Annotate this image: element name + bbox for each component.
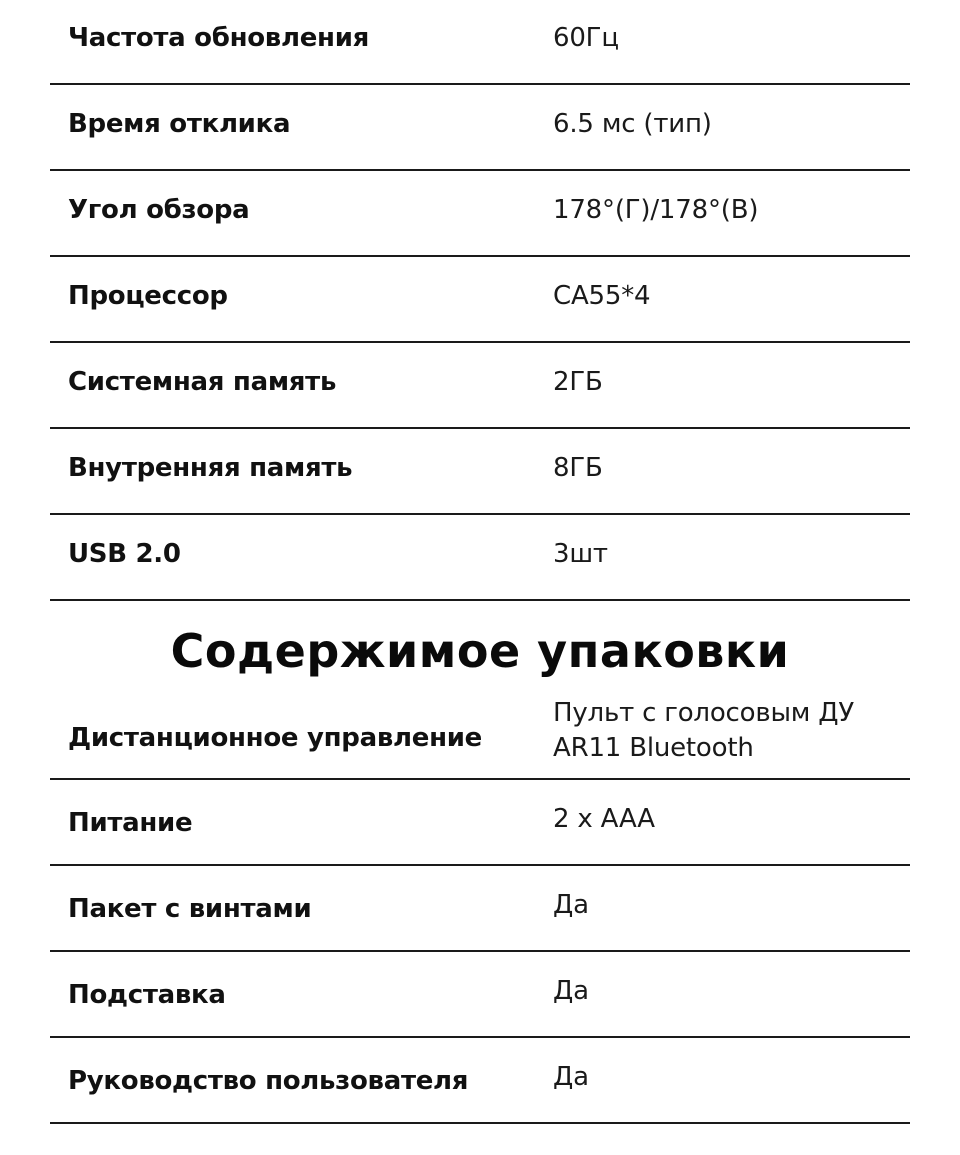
spec-row-processor xyxy=(50,257,910,343)
package-value: Да xyxy=(553,890,589,920)
spec-value: 8ГБ xyxy=(553,453,603,483)
package-row-manual xyxy=(50,1038,910,1124)
spec-label: USB 2.0 xyxy=(68,539,181,569)
package-value: Да xyxy=(553,1062,589,1092)
spec-row-response-time xyxy=(50,85,910,171)
spec-value: 178°(Г)/178°(В) xyxy=(553,195,759,225)
spec-row-system-memory xyxy=(50,343,910,429)
package-label: Подставка xyxy=(68,980,226,1010)
package-row-screws xyxy=(50,866,910,952)
spec-value: 3шт xyxy=(553,539,608,569)
spec-label: Время отклика xyxy=(68,109,291,139)
package-table xyxy=(50,698,910,1124)
package-label: Дистанционное управление xyxy=(68,723,483,753)
spec-label: Системная память xyxy=(68,367,337,397)
spec-value: 2ГБ xyxy=(553,367,603,397)
package-value: Пульт с голосовым ДУ AR11 Bluetooth xyxy=(553,698,855,763)
package-value: 2 x AAA xyxy=(553,804,655,834)
package-label: Питание xyxy=(68,808,193,838)
spec-value: 60Гц xyxy=(553,23,619,53)
package-value: Да xyxy=(553,976,589,1006)
spec-label: Угол обзора xyxy=(68,195,250,225)
spec-label: Частота обновления xyxy=(68,23,370,53)
package-section-title: Содержимое упаковки xyxy=(170,624,790,678)
package-label: Руководство пользователя xyxy=(68,1066,469,1096)
spec-row-viewing-angle xyxy=(50,171,910,257)
package-label: Пакет с винтами xyxy=(68,894,312,924)
spec-row-refresh-rate xyxy=(50,0,910,85)
spec-sheet xyxy=(50,0,910,1124)
specs-table xyxy=(50,0,910,601)
spec-value: CA55*4 xyxy=(553,281,651,311)
spec-row-usb xyxy=(50,515,910,601)
spec-row-internal-storage xyxy=(50,429,910,515)
package-row-remote xyxy=(50,698,910,780)
spec-label: Внутренняя память xyxy=(68,453,353,483)
package-row-power xyxy=(50,780,910,866)
package-row-stand xyxy=(50,952,910,1038)
spec-label: Процессор xyxy=(68,281,228,311)
spec-value: 6.5 мс (тип) xyxy=(553,109,712,139)
